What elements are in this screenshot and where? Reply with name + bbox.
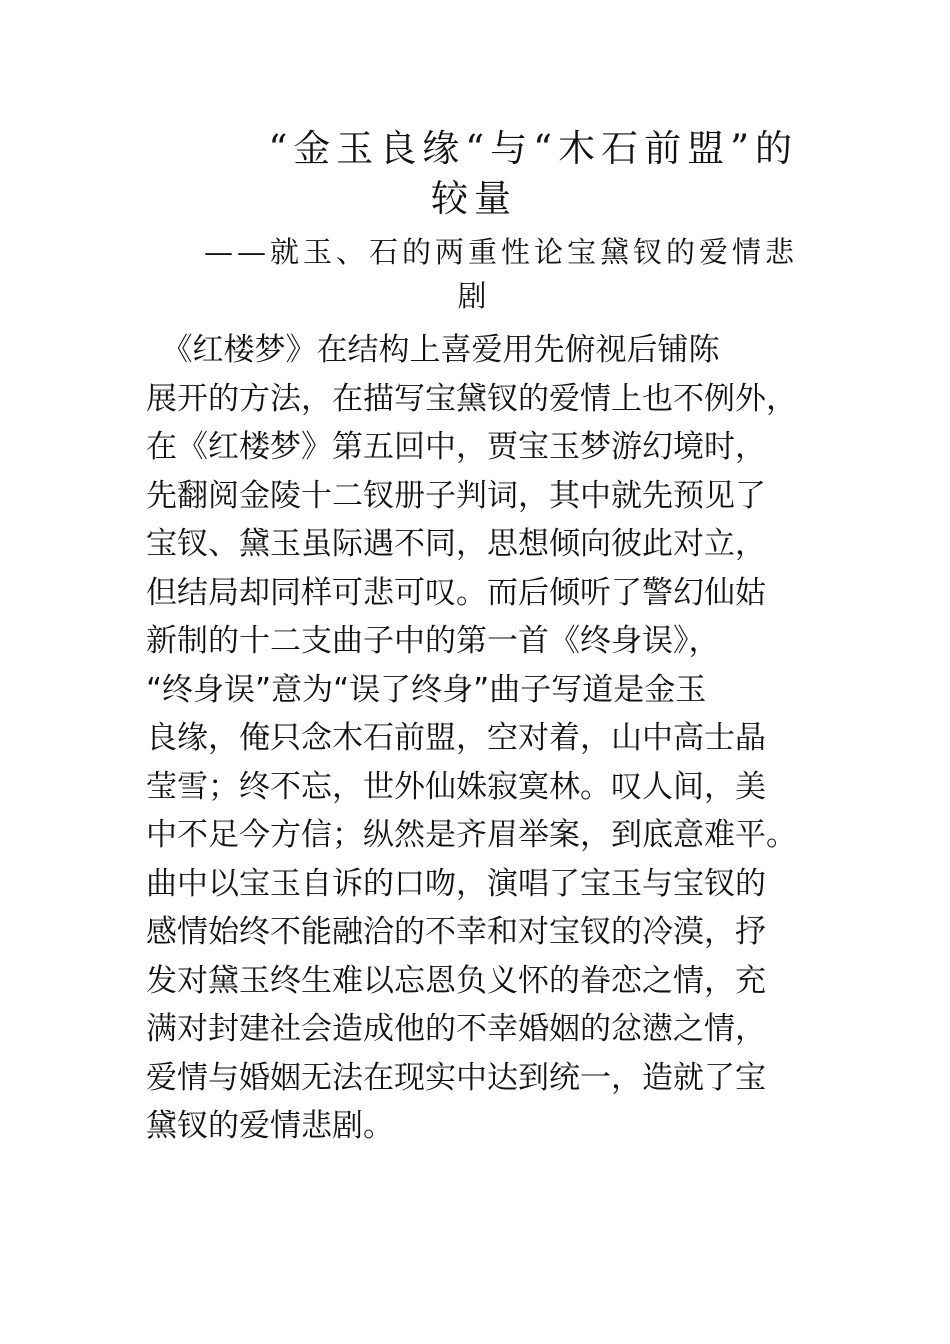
body-line: 《红楼梦》在结构上喜爱用先俯视后铺陈	[146, 332, 720, 368]
body-line: 黛钗的爱情悲剧。	[146, 1108, 394, 1144]
body-line: 良缘，俺只念木石前盟，空对着，山中高士晶	[146, 720, 766, 756]
title-line-1: “金玉良缘“与“木石前盟”的	[268, 127, 798, 170]
body-line: 曲中以宝玉自诉的口吻，演唱了宝玉与宝钗的	[146, 865, 766, 902]
body-line: 爱情与婚姻无法在现实中达到统一，造就了宝	[146, 1059, 766, 1096]
body-line: 在《红楼梦》第五回中，贾宝玉梦游幻境时，	[146, 429, 766, 465]
body-line: “终身误”意为“误了终身”曲子写道是金玉	[146, 671, 707, 708]
body-line: 宝钗、黛玉虽际遇不同，思想倾向彼此对立，	[146, 526, 766, 562]
subtitle-line-2: 剧	[457, 279, 491, 313]
title-line-2: 较量	[431, 177, 517, 220]
body-line: 先翻阅金陵十二钗册子判词，其中就先预见了	[146, 477, 766, 514]
body-line: 感情始终不能融洽的不幸和对宝钗的冷漠，抒	[146, 914, 766, 950]
body-line: 新制的十二支曲子中的第一首《终身误》，	[146, 623, 720, 659]
body-line: 展开的方法，在描写宝黛钗的爱情上也不例外，	[146, 380, 797, 417]
body-line: 中不足今方信；纵然是齐眉举案，到底意难平。	[146, 817, 797, 853]
body-line: 但结局却同样可悲可叹。而后倾听了警幻仙姑	[146, 574, 766, 611]
subtitle-line-1: ——就玉、石的两重性论宝黛钗的爱情悲	[203, 235, 798, 269]
body-paragraph	[146, 326, 797, 1151]
title-block	[150, 124, 798, 318]
body-line: 满对封建社会造成他的不幸婚姻的忿懑之情，	[146, 1011, 766, 1047]
body-line: 发对黛玉终生难以忘恩负义怀的眷恋之情，充	[146, 962, 766, 999]
body-line: 莹雪；终不忘，世外仙姝寂寞林。叹人间，美	[146, 768, 766, 805]
